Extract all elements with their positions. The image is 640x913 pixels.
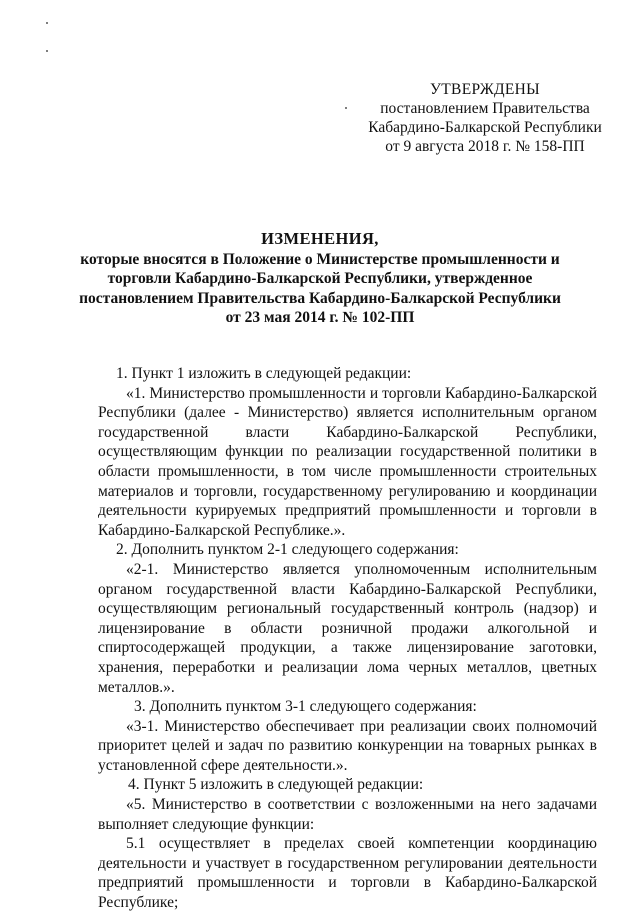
paragraph-quote-1: «1. Министерство промышленности и торговли Кабардино-Балкарской Республики (далее - Министерство) является исполнительным органом государственной власти Кабардино-Балкарской Республики, осуществляющим функции по реализации государственной политики в области промышленности, в том числе промышленности строительных материалов и торговли, государственному регулированию и координации деятельности курируемых предприятий промышленности и торговли в Кабардино-Балкарской Республике.».: [98, 384, 597, 539]
document-body: [88, 364, 597, 913]
title-line: которые вносятся в Положение о Министерстве промышленности и: [80, 250, 560, 268]
scan-speck: [345, 107, 347, 109]
scan-speck: [46, 22, 48, 24]
paragraph-quote-5: «5. Министерство в соответствии с возложенными на него задачами выполняет следующие функции:: [98, 796, 597, 833]
title-line: от 23 мая 2014 г. № 102-ПП: [225, 309, 415, 326]
paragraph-item-2: 2. Дополнить пунктом 2-1 следующего содержания:: [116, 541, 459, 559]
approval-line: Кабардино-Балкарской Республики: [368, 119, 602, 136]
paragraph-quote-3-1: «3-1. Министерство обеспечивает при реализации своих полномочий приоритет целей и задач по развитию конкуренции на товарных рынках в установленной сфере деятельности.».: [98, 717, 597, 774]
paragraph-quote-2-1: «2-1. Министерство является уполномоченным исполнительным органом государственной власти Кабардино-Балкарской Республики, осуществляющим региональный государственный контроль (надзор) и лицензирование в области розничной продажи алкогольной и спиртосодержащей продукции, а также лицензирование заготовки, хранения, переработки и реализации лома черных металлов, цветных металлов.».: [98, 560, 597, 696]
paragraph-item-4: 4. Пункт 5 изложить в следующей редакции:: [128, 776, 424, 794]
title-line: постановлением Правительства Кабардино-Балкарской Республики: [79, 289, 561, 307]
paragraph-item-3: 3. Дополнить пунктом 3-1 следующего содержания:: [134, 698, 477, 716]
title-main: ИЗМЕНЕНИЯ,: [261, 229, 379, 248]
approval-heading: УТВЕРЖДЕНЫ: [430, 81, 540, 98]
paragraph-sub-5-1: 5.1 осуществляет в пределах своей компетенции координацию деятельности и участвует в государственном регулировании деятельности предприятий промышленности и торговли в Кабардино-Балкарской Республике;: [98, 835, 597, 912]
approval-stamp: [360, 80, 610, 156]
approval-line: постановлением Правительства: [380, 100, 590, 117]
title-line: торговли Кабардино-Балкарской Республики, утвержденное: [107, 270, 533, 287]
paragraph-item-1: 1. Пункт 1 изложить в следующей редакции:: [116, 365, 412, 382]
scan-speck: [46, 50, 48, 52]
approval-line: от 9 августа 2018 г. № 158-ПП: [385, 138, 585, 155]
document-title: [60, 229, 580, 328]
